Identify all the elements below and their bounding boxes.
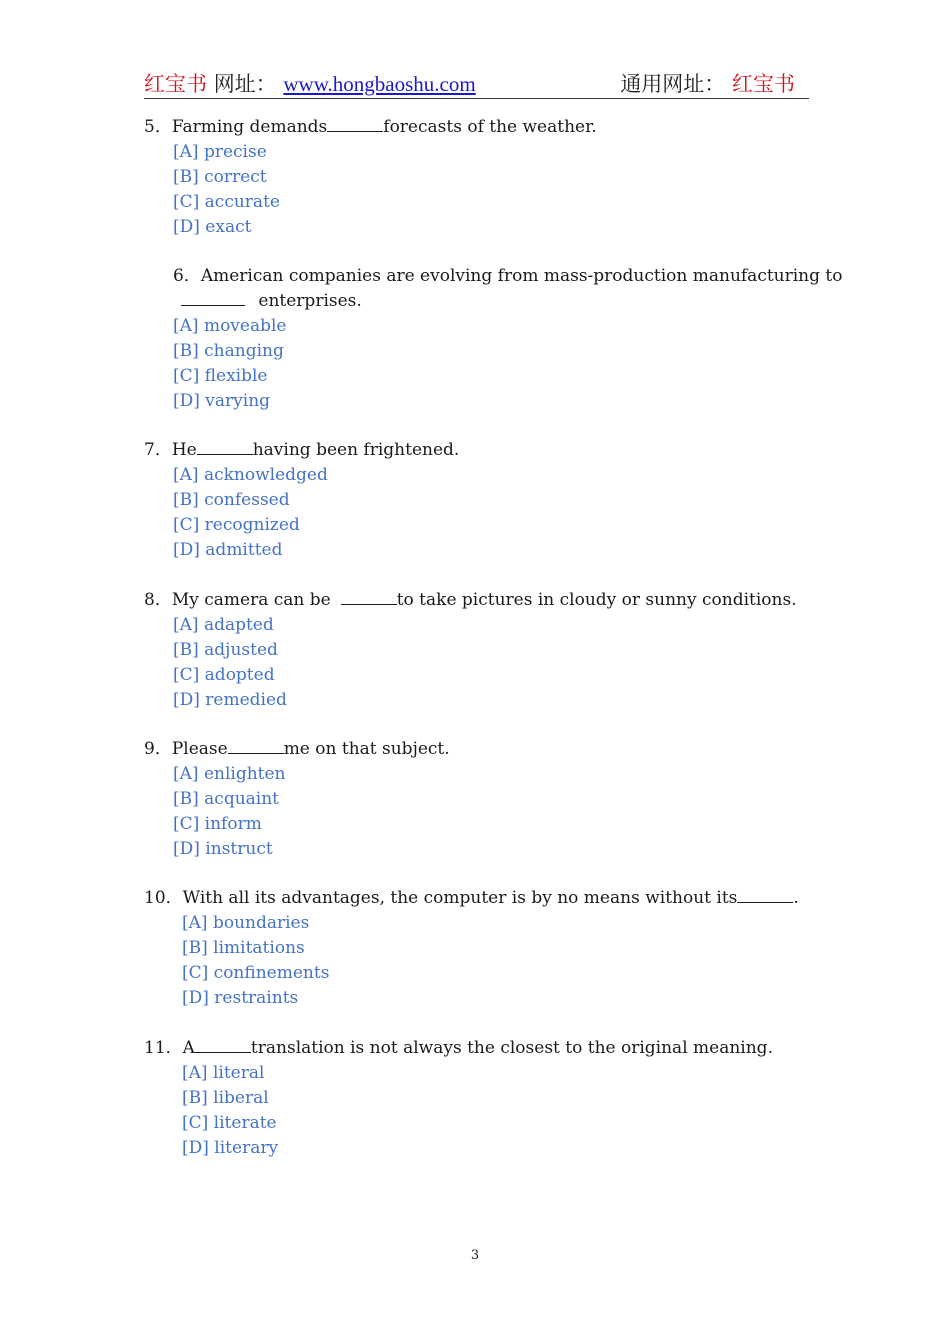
question-9 xyxy=(144,737,450,762)
header-url-label: 网址： xyxy=(213,72,277,96)
option-a[interactable]: [A] literal xyxy=(182,1063,265,1083)
question-11 xyxy=(144,1036,773,1061)
question-6-line-2 xyxy=(181,289,362,314)
option-b[interactable]: [B] changing xyxy=(173,341,284,361)
question-stem-after: . xyxy=(793,888,799,908)
question-stem-before: Farming demands xyxy=(171,117,328,137)
question-7 xyxy=(144,438,459,463)
question-10 xyxy=(144,886,799,911)
option-c[interactable]: [C] inform xyxy=(173,814,262,834)
header-url-link[interactable]: www.hongbaoshu.com xyxy=(283,72,476,96)
options-question-7 xyxy=(173,463,328,563)
question-stem-after: me on that subject. xyxy=(283,739,450,759)
page-number: 3 xyxy=(470,1248,480,1263)
header-left xyxy=(144,68,476,98)
question-stem-after: enterprises. xyxy=(258,291,362,311)
question-8 xyxy=(144,588,797,613)
option-a[interactable]: [A] enlighten xyxy=(173,764,286,784)
option-d[interactable]: [D] varying xyxy=(173,391,271,411)
options-question-10 xyxy=(182,911,329,1011)
header-general-brand: 红宝书 xyxy=(732,72,795,96)
answer-blank xyxy=(181,289,245,306)
options-question-5 xyxy=(173,140,280,240)
question-stem-before: With all its advantages, the computer is by no means without its xyxy=(182,888,738,908)
option-b[interactable]: [B] adjusted xyxy=(173,640,278,660)
option-c[interactable]: [C] recognized xyxy=(173,515,300,535)
answer-blank xyxy=(737,886,793,903)
question-6 xyxy=(173,264,843,289)
option-d[interactable]: [D] exact xyxy=(173,217,252,237)
answer-blank xyxy=(228,737,284,754)
option-a[interactable]: [A] boundaries xyxy=(182,913,310,933)
question-stem-after: having been frightened. xyxy=(252,440,460,460)
header-right xyxy=(620,68,795,98)
header-brand: 红宝书 xyxy=(144,72,207,96)
option-b[interactable]: [B] limitations xyxy=(182,938,305,958)
answer-blank xyxy=(195,1036,251,1053)
question-stem-before: Please xyxy=(171,739,228,759)
option-b[interactable]: [B] correct xyxy=(173,167,267,187)
question-stem-before: He xyxy=(171,440,197,460)
option-c[interactable]: [C] adopted xyxy=(173,665,275,685)
question-stem-after: translation is not always the closest to the original meaning. xyxy=(250,1038,773,1058)
question-stem-before: My camera can be xyxy=(171,590,331,610)
option-d[interactable]: [D] restraints xyxy=(182,988,299,1008)
options-question-11 xyxy=(182,1061,278,1161)
question-number: 5． xyxy=(144,117,172,137)
question-number: 11． xyxy=(144,1038,183,1058)
option-d[interactable]: [D] literary xyxy=(182,1138,279,1158)
option-a[interactable]: [A] precise xyxy=(173,142,267,162)
page-header xyxy=(144,66,809,99)
answer-blank xyxy=(341,588,397,605)
question-stem-after: to take pictures in cloudy or sunny conditions. xyxy=(396,590,797,610)
option-b[interactable]: [B] acquaint xyxy=(173,789,280,809)
option-a[interactable]: [A] acknowledged xyxy=(173,465,328,485)
option-c[interactable]: [C] confinements xyxy=(182,963,330,983)
option-a[interactable]: [A] moveable xyxy=(173,316,287,336)
option-d[interactable]: [D] remedied xyxy=(173,690,287,710)
option-c[interactable]: [C] accurate xyxy=(173,192,280,212)
question-number: 10． xyxy=(144,888,183,908)
question-number: 6． xyxy=(173,266,201,286)
answer-blank xyxy=(197,438,253,455)
option-b[interactable]: [B] confessed xyxy=(173,490,290,510)
question-number: 7． xyxy=(144,440,172,460)
question-number: 8． xyxy=(144,590,172,610)
header-general-label: 通用网址： xyxy=(620,72,726,96)
option-b[interactable]: [B] liberal xyxy=(182,1088,269,1108)
option-d[interactable]: [D] instruct xyxy=(173,839,273,859)
question-stem-before: American companies are evolving from mass-production manufacturing to xyxy=(200,266,843,286)
question-stem-after: forecasts of the weather. xyxy=(383,117,597,137)
option-d[interactable]: [D] admitted xyxy=(173,540,283,560)
option-c[interactable]: [C] literate xyxy=(182,1113,277,1133)
question-5 xyxy=(144,115,597,140)
answer-blank xyxy=(327,115,383,132)
options-question-6 xyxy=(173,314,286,414)
options-question-8 xyxy=(173,613,287,713)
options-question-9 xyxy=(173,762,286,862)
option-c[interactable]: [C] flexible xyxy=(173,366,268,386)
question-stem-before: A xyxy=(182,1038,195,1058)
question-number: 9． xyxy=(144,739,172,759)
option-a[interactable]: [A] adapted xyxy=(173,615,274,635)
